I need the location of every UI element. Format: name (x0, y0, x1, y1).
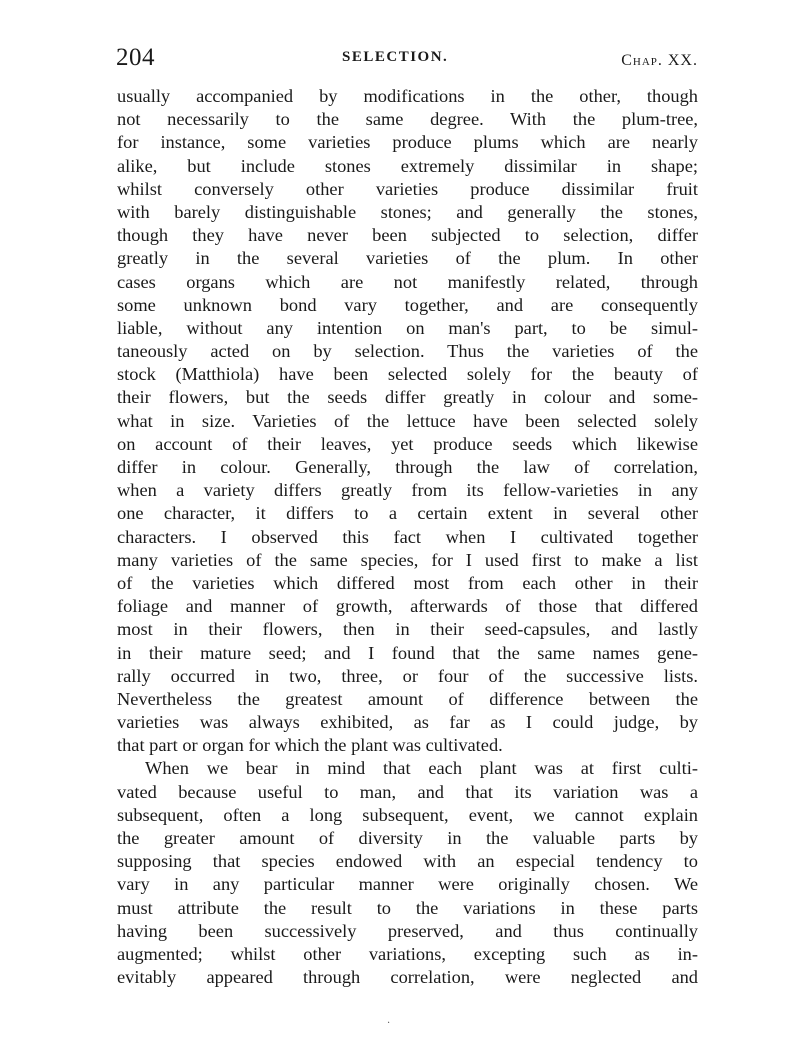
text-line: foliage and manner of growth, afterwards of those that differed (117, 596, 698, 617)
text-line: most in their flowers, then in their seed-capsules, and lastly (117, 619, 698, 640)
text-line: for instance, some varieties produce plums which are nearly (117, 132, 698, 153)
text-line: cases organs which are not manifestly related, through (117, 271, 698, 292)
text-line: having been successively preserved, and thus continually (117, 920, 698, 941)
page-number: 204 (116, 44, 155, 71)
text-line: When we bear in mind that each plant was at first culti- (145, 758, 698, 779)
text-line: not necessarily to the same degree. With the plum-tree, (117, 109, 698, 130)
text-line: evitably appeared through correlation, were neglected and (117, 967, 698, 988)
text-line: differ in colour. Generally, through the law of correlation, (117, 457, 698, 477)
text-line: in their mature seed; and I found that the same names gene- (117, 642, 698, 663)
text-line: alike, but include stones extremely dissimilar in shape; (117, 155, 698, 176)
running-head (116, 44, 698, 78)
text-line: many varieties of the same species, for I used first to make a list (117, 549, 698, 570)
text-line: rally occurred in two, three, or four of the successive lists. (117, 665, 698, 686)
text-line: greatly in the several varieties of the plum. In other (117, 248, 698, 269)
text-line: usually accompanied by modifications in the other, though (117, 86, 698, 106)
text-line: though they have never been subjected to selection, differ (117, 225, 698, 246)
text-line: augmented; whilst other variations, excepting such as in- (117, 943, 698, 964)
text-line: whilst conversely other varieties produce dissimilar fruit (117, 178, 698, 199)
text-line: varieties was always exhibited, as far as I could judge, by (117, 712, 698, 733)
text-line: that part or organ for which the plant was cultivated. (117, 735, 503, 756)
footer-mark: . (387, 1015, 391, 1026)
text-line: Nevertheless the greatest amount of difference between the (117, 688, 698, 709)
text-line: their flowers, but the seeds differ greatly in colour and some- (117, 387, 698, 408)
text-line: subsequent, often a long subsequent, event, we cannot explain (117, 804, 698, 825)
text-line: must attribute the result to the variations in these parts (117, 897, 698, 918)
body-text (117, 85, 698, 989)
text-line: stock (Matthiola) have been selected solely for the beauty of (117, 364, 698, 385)
text-line: what in size. Varieties of the lettuce have been selected solely (117, 410, 698, 431)
text-line: of the varieties which differed most from each other in their (117, 572, 698, 593)
text-line: when a variety differs greatly from its fellow-varieties in any (117, 480, 698, 501)
text-line: supposing that species endowed with an especial tendency to (117, 851, 698, 872)
text-line: one character, it differs to a certain extent in several other (117, 503, 698, 524)
text-line: on account of their leaves, yet produce seeds which likewise (117, 433, 698, 454)
paragraph-2 (117, 757, 698, 989)
chapter-reference: Chap. XX. (621, 52, 698, 69)
text-line: liable, without any intention on man's part, to be simul- (117, 317, 698, 338)
text-line: with barely distinguishable stones; and generally the stones, (117, 201, 698, 222)
text-line: taneously acted on by selection. Thus the varieties of the (117, 341, 698, 362)
text-line: some unknown bond vary together, and are consequently (117, 294, 698, 315)
section-title: SELECTION. (342, 49, 449, 65)
text-line: vated because useful to man, and that its variation was a (117, 781, 698, 802)
text-line: characters. I observed this fact when I cultivated together (117, 526, 698, 547)
paragraph-1 (117, 85, 698, 757)
text-line: the greater amount of diversity in the valuable parts by (117, 828, 698, 848)
text-line: vary in any particular manner were originally chosen. We (117, 874, 698, 895)
